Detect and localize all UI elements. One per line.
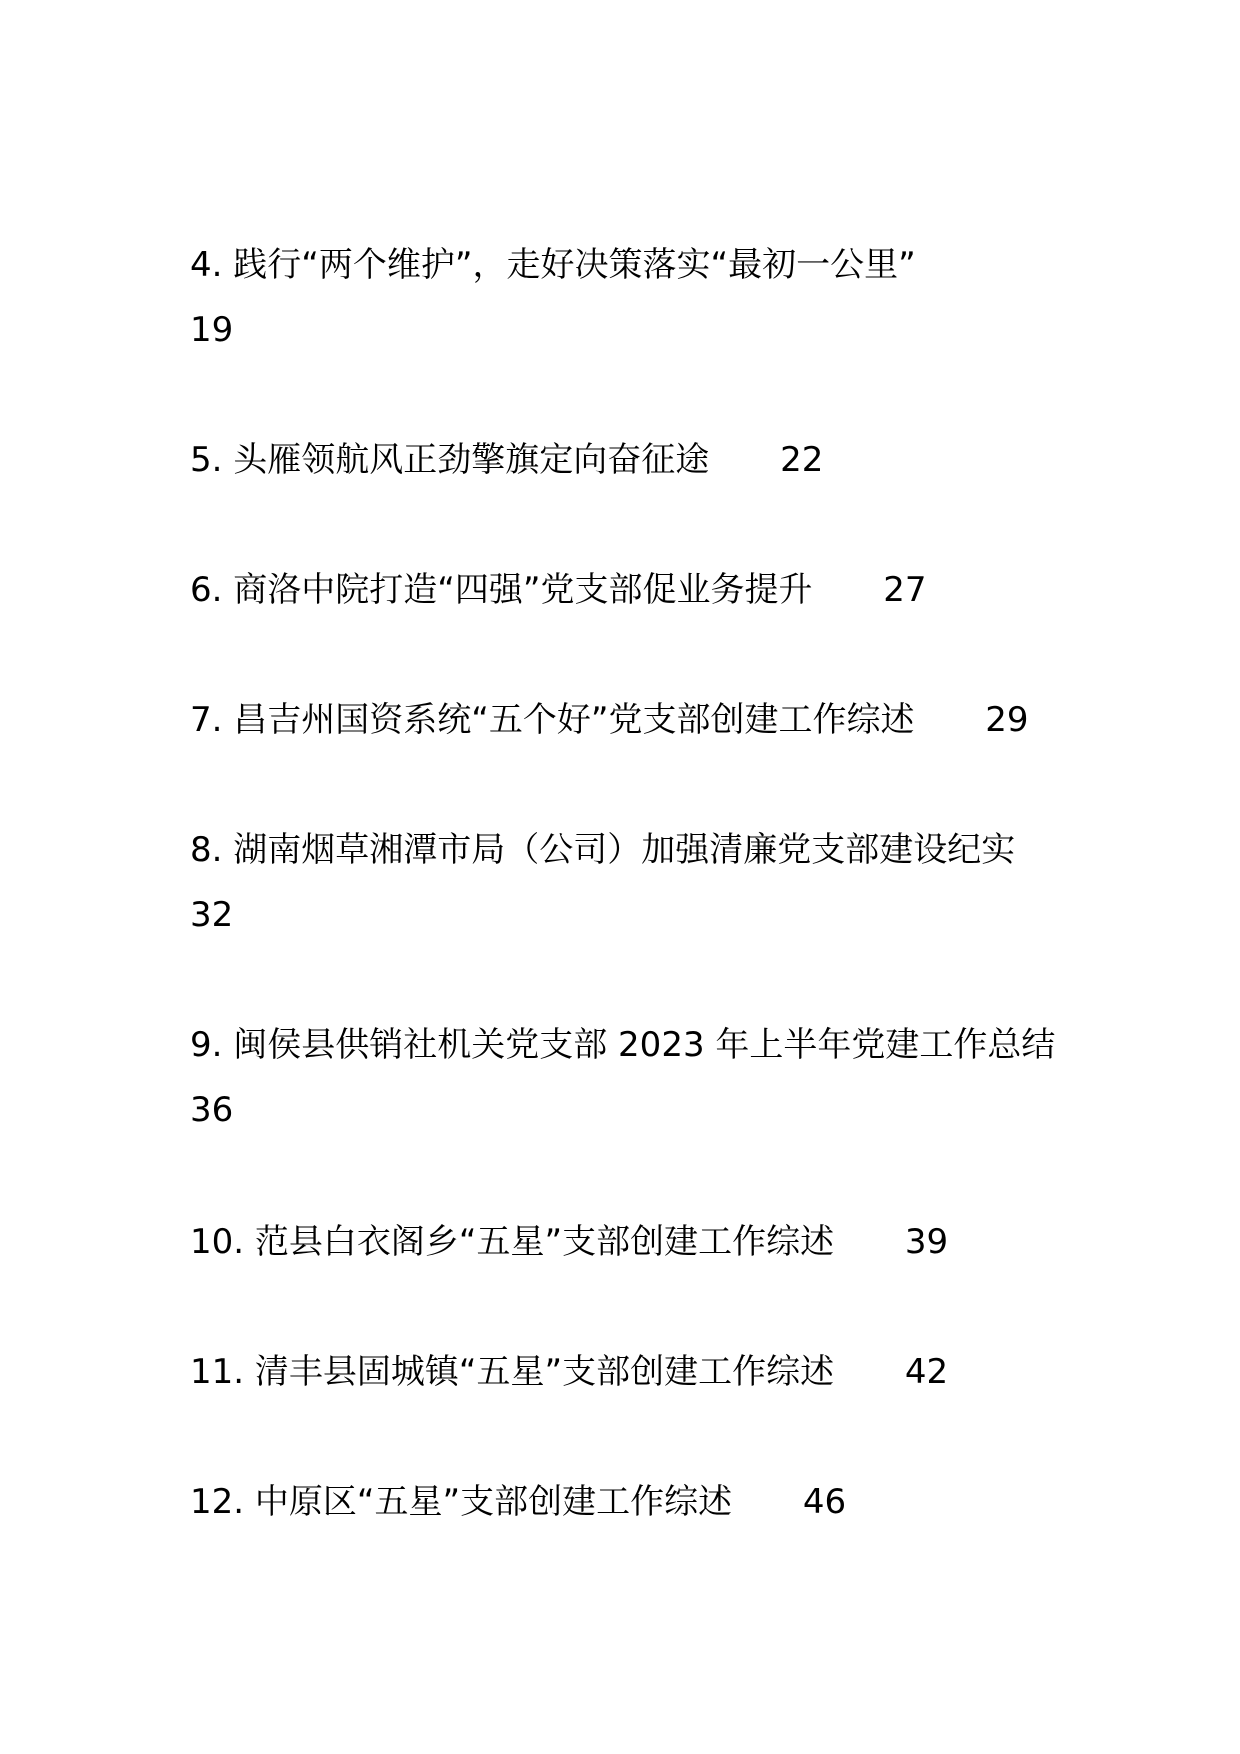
- toc-entry-8[interactable]: [190, 830, 1070, 935]
- toc-entry-12[interactable]: [190, 1482, 1070, 1522]
- toc-entry-11[interactable]: [190, 1352, 1070, 1392]
- toc-entry-page: 22: [780, 440, 824, 480]
- toc-entry-page: 42: [904, 1352, 949, 1392]
- toc-entry-page: 46: [802, 1482, 847, 1522]
- toc-entry-page: 39: [904, 1222, 949, 1262]
- toc-entry-title: 7. 昌吉州国资系统“五个好”党支部创建工作综述: [190, 700, 915, 740]
- toc-entry-5[interactable]: [190, 440, 1070, 480]
- toc-entry-6[interactable]: [190, 570, 1070, 610]
- toc-entry-title: 6. 商洛中院打造“四强”党支部促业务提升: [190, 570, 813, 610]
- toc-entry-page: 29: [985, 700, 1029, 740]
- toc-entry-10[interactable]: [190, 1222, 1070, 1262]
- toc-entry-title: 12. 中原区“五星”支部创建工作综述: [190, 1482, 733, 1522]
- toc-entry-page: 27: [883, 570, 927, 610]
- toc-entry-title: 5. 头雁领航风正劲擎旗定向奋征途: [190, 440, 710, 480]
- toc-entry-7[interactable]: [190, 700, 1070, 740]
- toc-entry-title: 11. 清丰县固城镇“五星”支部创建工作综述: [190, 1352, 835, 1392]
- toc-entry-title: 8. 湖南烟草湘潭市局（公司）加强清廉党支部建设纪实: [190, 830, 1016, 870]
- toc-entry-title: 4. 践行“两个维护”，走好决策落实“最初一公里”: [190, 245, 916, 285]
- toc-entry-title: 9. 闽侯县供销社机关党支部 2023 年上半年党建工作总结: [190, 1025, 1056, 1065]
- toc-entry-4[interactable]: [190, 245, 1070, 350]
- toc-entry-page: 36: [190, 1090, 234, 1130]
- toc-entry-page: 19: [190, 310, 234, 350]
- toc-entry-title: 10. 范县白衣阁乡“五星”支部创建工作综述: [190, 1222, 835, 1262]
- toc-entry-page: 32: [190, 895, 234, 935]
- toc-entry-9[interactable]: [190, 1025, 1070, 1130]
